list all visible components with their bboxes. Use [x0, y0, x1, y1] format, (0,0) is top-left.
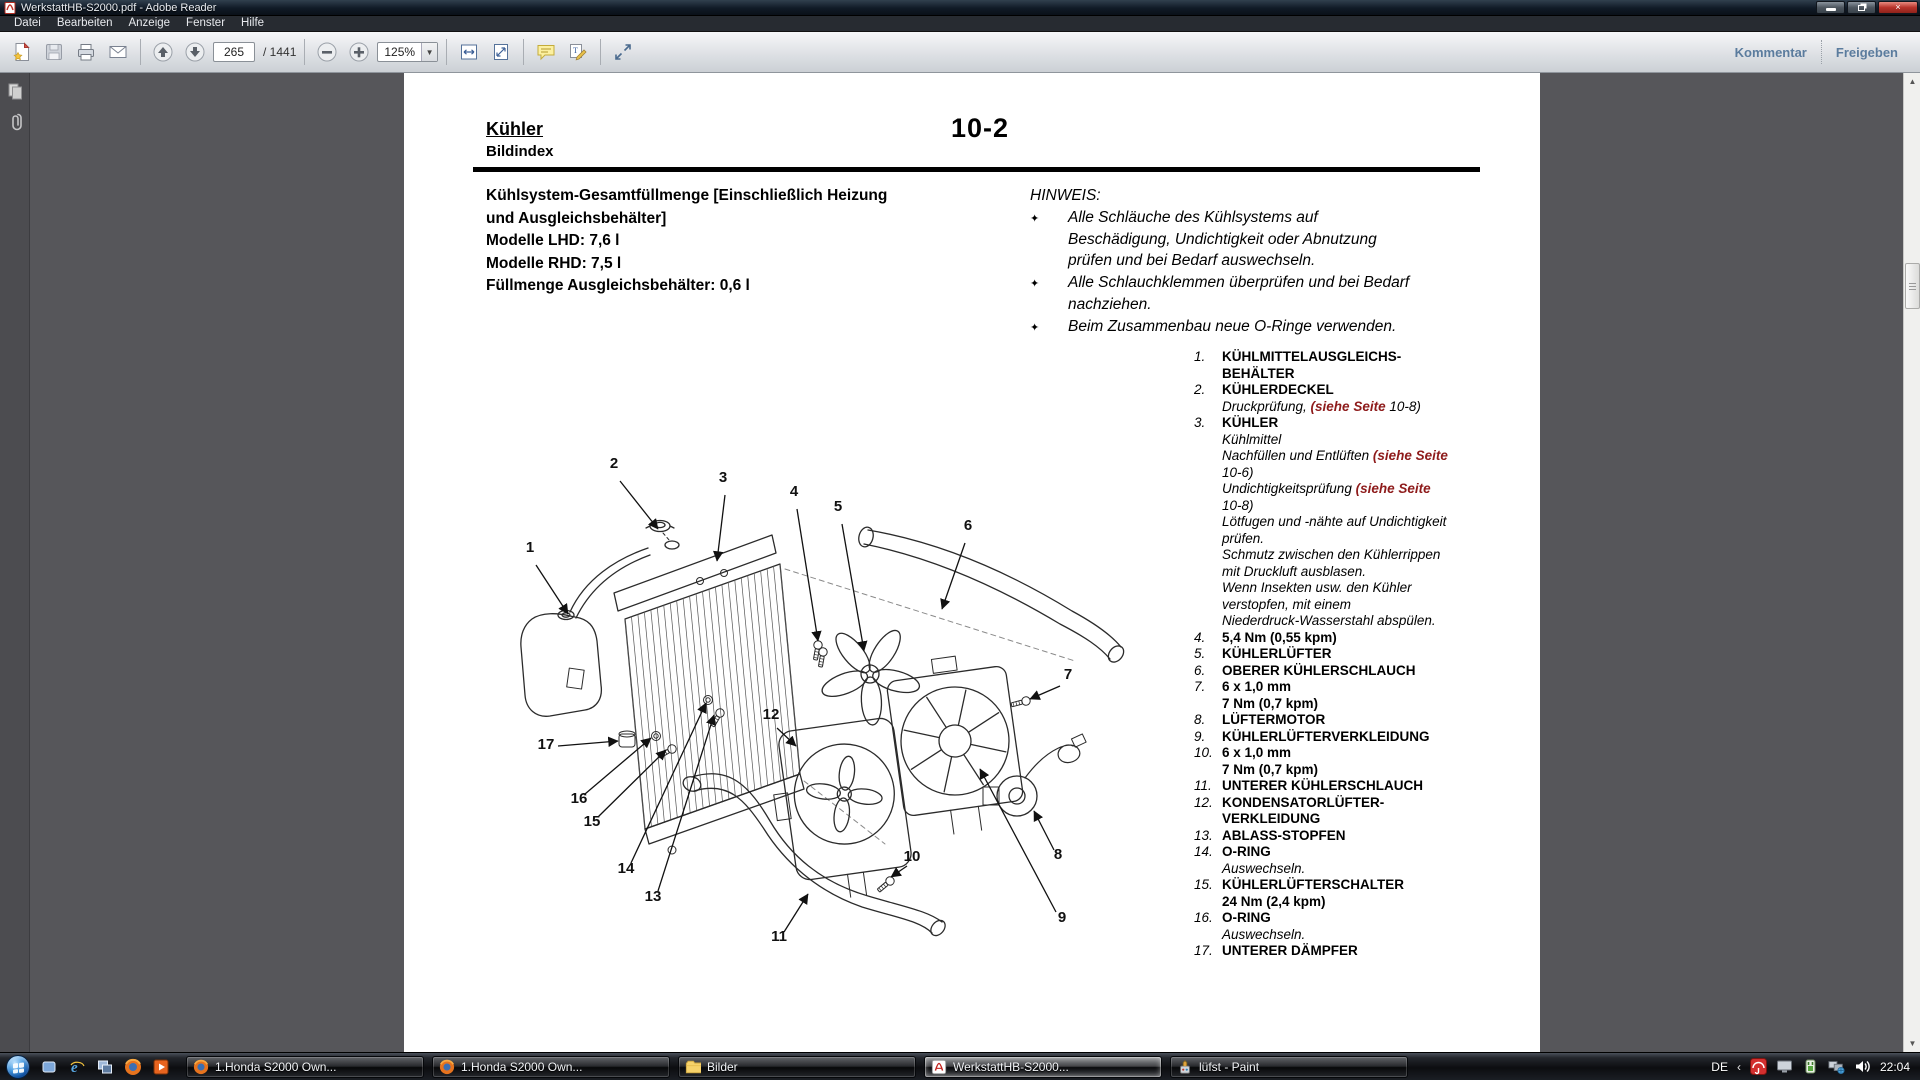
part-item [1194, 795, 1494, 828]
pages-icon [5, 81, 25, 101]
page-number-input[interactable] [213, 42, 255, 62]
part-line [1222, 894, 1494, 911]
part-line [1222, 481, 1494, 498]
quick-launch [38, 1056, 172, 1078]
part-item [1194, 778, 1494, 795]
open-file-icon [11, 41, 33, 63]
part-text-segment: KONDENSATORLÜFTER- [1222, 794, 1385, 810]
comment-bubble-icon [535, 41, 557, 63]
part-line [1222, 448, 1494, 465]
part-text-segment: Lötfugen und -nähte auf Undichtigkeit [1222, 514, 1447, 529]
spec-line: und Ausgleichsbehälter] [486, 209, 667, 227]
taskbar-button[interactable] [924, 1056, 1162, 1078]
scroll-down-arrow[interactable]: ▼ [1904, 1035, 1920, 1052]
part-line [1222, 564, 1494, 581]
display-settings-icon[interactable] [1776, 1058, 1793, 1075]
scrollbar-thumb[interactable] [1905, 263, 1920, 309]
title-bar [0, 0, 1920, 16]
part-line [1222, 498, 1494, 515]
part-text-segment: 6 x 1,0 mm [1222, 679, 1292, 694]
spec-line: Modelle RHD: 7,5 l [486, 254, 622, 272]
part-text-segment: 7 Nm (0,7 kpm) [1222, 695, 1319, 711]
zoom-out-icon [316, 41, 338, 63]
power-plug-icon[interactable] [1802, 1058, 1819, 1075]
radiator-exploded-diagram [420, 329, 1160, 1019]
coolant-spec-block [486, 185, 1006, 298]
part-text-segment: verstopfen, mit einem [1222, 596, 1352, 612]
toolbar [0, 32, 1920, 73]
save-button[interactable] [40, 39, 68, 65]
part-item [1194, 415, 1494, 630]
part-line [1222, 811, 1494, 828]
part-text-segment: UNTERER KÜHLERSCHLAUCH [1222, 778, 1423, 793]
part-number: 7. [1194, 679, 1206, 694]
media-player-button[interactable] [150, 1056, 172, 1078]
taskbar-button[interactable] [186, 1056, 424, 1078]
zoom-dropdown-arrow[interactable]: ▼ [421, 43, 437, 61]
part-text-segment: 10-6) [1222, 464, 1254, 480]
sign-button[interactable] [564, 39, 592, 65]
menu-item-hilfe[interactable]: Hilfe [241, 17, 265, 29]
part-number: 17. [1194, 943, 1213, 958]
part-text-segment: KÜHLMITTELAUSGLEICHS- [1222, 349, 1402, 364]
menu-bar [0, 16, 1920, 32]
part-line [1222, 399, 1494, 416]
part-number: 8. [1194, 712, 1206, 727]
internet-explorer-button[interactable] [66, 1056, 88, 1078]
part-item [1194, 877, 1494, 910]
hinweis-bullet [1030, 272, 1430, 316]
show-desktop-button[interactable] [38, 1056, 60, 1078]
fullscreen-arrows-icon [612, 41, 634, 63]
freigeben-button[interactable]: Freigeben [1835, 44, 1898, 60]
firefox-icon [439, 1059, 455, 1075]
part-text-segment: 24 Nm (2,4 kpm) [1222, 893, 1326, 909]
part-text-segment: 6 x 1,0 mm [1222, 745, 1292, 760]
taskbar-button-label: 1.Honda S2000 Own... [461, 1059, 583, 1074]
part-item [1194, 382, 1494, 415]
part-text-segment: Nachfüllen und Entlüften [1222, 448, 1373, 463]
part-line [1222, 630, 1494, 647]
part-item [1194, 679, 1494, 712]
part-text-segment: LÜFTERMOTOR [1222, 712, 1326, 727]
hinweis-title: HINWEIS: [1030, 187, 1101, 204]
callout-number-15: 15 [583, 813, 601, 830]
part-number: 2. [1194, 382, 1206, 397]
callout-number-10: 10 [903, 848, 921, 865]
part-line [1222, 877, 1494, 894]
menu-item-fenster[interactable]: Fenster [186, 17, 226, 29]
hinweis-bullet-text: Beim Zusammenbau neue O-Ringe verwenden. [1068, 317, 1397, 335]
tray-expand-chevron[interactable]: ‹ [1736, 1059, 1741, 1074]
language-indicator[interactable]: DE [1711, 1059, 1728, 1074]
fullscreen-button[interactable] [609, 39, 637, 65]
page-up-icon [152, 41, 174, 63]
minimize-button[interactable] [1816, 1, 1845, 14]
part-item [1194, 646, 1494, 663]
part-line [1222, 762, 1494, 779]
part-text-segment: Auswechseln. [1222, 860, 1306, 876]
task-buttons [186, 1056, 1408, 1078]
volume-icon[interactable] [1854, 1058, 1871, 1075]
hinweis-bullet-text: Alle Schläuche des Kühlsystems auf Beschädigung, Undichtigkeit oder Abnutzung prüfen und bei Bedarf auswechseln. [1068, 208, 1377, 270]
scroll-up-arrow[interactable]: ▲ [1904, 73, 1920, 90]
part-text-segment: BEHÄLTER [1222, 365, 1295, 381]
callout-number-1: 1 [525, 539, 535, 556]
open-file-button[interactable] [8, 39, 36, 65]
part-text-segment: KÜHLER [1222, 415, 1279, 430]
email-icon [107, 41, 129, 63]
part-line [1222, 828, 1494, 845]
callout-number-14: 14 [617, 860, 635, 877]
taskbar-button-label: lüfst - Paint [1199, 1059, 1260, 1074]
callout-number-17: 17 [537, 736, 555, 753]
spec-line: Füllmenge Ausgleichsbehälter: 0,6 l [486, 277, 750, 294]
part-line [1222, 366, 1494, 383]
menu-item-datei[interactable]: Datei [14, 17, 41, 29]
firefox-quicklaunch-button[interactable] [122, 1056, 144, 1078]
taskbar [0, 1052, 1920, 1080]
part-item [1194, 663, 1494, 680]
part-text-segment: mit Druckluft ausblasen. [1222, 563, 1367, 579]
part-number: 13. [1194, 827, 1213, 843]
fit-page-icon [490, 41, 512, 63]
sign-pen-icon [567, 41, 589, 63]
callout-number-7: 7 [1063, 666, 1073, 683]
part-line [1222, 861, 1494, 878]
part-number: 16. [1194, 910, 1213, 925]
part-line [1222, 745, 1494, 762]
save-icon [43, 41, 65, 63]
part-item [1194, 910, 1494, 943]
callout-number-11: 11 [771, 928, 787, 945]
part-text-segment: KÜHLERLÜFTER [1222, 646, 1332, 661]
part-text-segment: (siehe Seite [1372, 448, 1448, 463]
part-text-segment: KÜHLERDECKEL [1222, 382, 1334, 397]
part-text-segment: KÜHLERLÜFTERVERKLEIDUNG [1222, 728, 1430, 744]
callout-number-2: 2 [609, 455, 619, 472]
clock[interactable]: 22:04 [1879, 1059, 1910, 1074]
part-number: 5. [1194, 646, 1206, 661]
part-number: 14. [1194, 844, 1213, 859]
part-text-segment: 7 Nm (0,7 kpm) [1222, 761, 1319, 777]
part-text-segment: 10-8) [1222, 497, 1254, 513]
taskbar-button-label: 1.Honda S2000 Own... [215, 1059, 337, 1074]
part-number: 6. [1194, 662, 1206, 678]
heading-rule [473, 167, 1480, 172]
taskbar-button-label: WerkstattHB-S2000... [953, 1059, 1069, 1074]
part-line [1222, 613, 1494, 630]
part-text-segment: ABLASS-STOPFEN [1222, 827, 1346, 843]
part-text-segment: prüfen. [1222, 530, 1265, 546]
start-button[interactable] [6, 1055, 30, 1079]
part-text-segment: OBERER KÜHLERSCHLAUCH [1222, 662, 1416, 678]
part-text-segment: Auswechseln. [1222, 926, 1306, 942]
bullet-diamond-icon: ✦ [1030, 278, 1040, 291]
part-number: 11. [1194, 778, 1212, 793]
part-line [1222, 382, 1494, 399]
part-item [1194, 729, 1494, 746]
page-code: 10-2 [951, 113, 1010, 143]
bullet-diamond-icon: ✦ [1030, 321, 1040, 334]
zoom-out-button[interactable] [313, 39, 341, 65]
part-number: 1. [1194, 349, 1206, 364]
page-down-icon [184, 41, 206, 63]
part-text-segment: Undichtigkeitsprüfung [1222, 481, 1356, 496]
part-line [1222, 778, 1494, 795]
part-text-segment: KÜHLERLÜFTERSCHALTER [1222, 877, 1404, 892]
part-line [1222, 415, 1494, 432]
print-button[interactable] [72, 39, 100, 65]
zoom-level-select[interactable] [377, 42, 438, 62]
fit-width-icon [458, 41, 480, 63]
zoom-level-value: 125% [384, 45, 416, 59]
part-item [1194, 828, 1494, 845]
part-line [1222, 844, 1494, 861]
part-item [1194, 844, 1494, 877]
part-text-segment: (siehe Seite [1310, 398, 1386, 414]
part-text-segment: VERKLEIDUNG [1222, 811, 1321, 826]
fit-width-button[interactable] [455, 39, 483, 65]
attachments-button[interactable] [3, 109, 27, 133]
spec-line: Modelle LHD: 7,6 l [486, 232, 620, 249]
bullet-diamond-icon: ✦ [1030, 212, 1040, 225]
part-text-segment: (siehe Seite [1355, 481, 1431, 496]
close-button[interactable]: × [1878, 1, 1918, 14]
page-thumbnails-button[interactable] [3, 79, 27, 103]
part-number: 15. [1194, 877, 1213, 892]
part-text-segment: Schmutz zwischen den Kühlerrippen [1222, 547, 1441, 562]
part-text-segment: O-RING [1222, 844, 1271, 859]
part-text-segment: 10-8) [1385, 398, 1421, 414]
part-line [1222, 663, 1494, 680]
fit-page-button[interactable] [487, 39, 515, 65]
section-subtitle: Bildindex [486, 143, 554, 160]
avira-antivirus-icon[interactable] [1750, 1058, 1767, 1075]
part-item [1194, 349, 1494, 382]
part-line [1222, 729, 1494, 746]
part-line [1222, 547, 1494, 564]
previous-page-button[interactable] [149, 39, 177, 65]
part-text-segment: Druckprüfung, [1222, 398, 1311, 414]
zoom-in-icon [348, 41, 370, 63]
part-line [1222, 910, 1494, 927]
kommentar-button[interactable]: Kommentar [1734, 44, 1807, 60]
part-line [1222, 465, 1494, 482]
hinweis-block [1030, 185, 1430, 340]
part-line [1222, 712, 1494, 729]
callout-number-16: 16 [570, 790, 588, 807]
part-line [1222, 432, 1494, 449]
part-line [1222, 943, 1494, 960]
part-number: 10. [1194, 745, 1213, 760]
paperclip-icon [5, 111, 25, 131]
part-line [1222, 580, 1494, 597]
part-number: 3. [1194, 415, 1206, 430]
workspace [0, 73, 1920, 1052]
system-tray [1711, 1058, 1920, 1075]
callout-number-3: 3 [718, 469, 728, 486]
paint-icon [1177, 1059, 1193, 1075]
pdf-app-icon [4, 2, 16, 14]
part-line [1222, 514, 1494, 531]
print-icon [75, 41, 97, 63]
part-number: 4. [1194, 629, 1206, 645]
callout-number-4: 4 [789, 483, 799, 500]
spec-line: Kühlsystem-Gesamtfüllmenge [Einschließlich Heizung [486, 187, 888, 204]
menu-item-anzeige[interactable]: Anzeige [128, 17, 171, 29]
part-line [1222, 679, 1494, 696]
callout-number-6: 6 [963, 517, 973, 534]
window-title: WerkstattHB-S2000.pdf - Adobe Reader [21, 1, 217, 14]
part-line [1222, 597, 1494, 614]
part-item [1194, 712, 1494, 729]
part-line [1222, 349, 1494, 366]
part-line [1222, 531, 1494, 548]
acrobat-icon [931, 1059, 947, 1075]
part-text-segment: 5,4 Nm (0,55 kpm) [1222, 629, 1337, 645]
part-text-segment: O-RING [1222, 910, 1271, 925]
callout-number-13: 13 [644, 888, 662, 905]
comment-button[interactable] [532, 39, 560, 65]
part-number: 9. [1194, 728, 1206, 744]
restore-button[interactable] [1847, 1, 1876, 14]
taskbar-button-label: Bilder [707, 1059, 738, 1074]
page-total-label: / 1441 [263, 45, 297, 59]
pdf-page [404, 73, 1540, 1052]
part-text-segment: Kühlmittel [1222, 431, 1282, 447]
part-line [1222, 795, 1494, 812]
vertical-scrollbar[interactable] [1903, 73, 1920, 1052]
zoom-in-button[interactable] [345, 39, 373, 65]
callout-number-12: 12 [762, 706, 780, 723]
folder-icon [685, 1059, 701, 1075]
hinweis-bullet-text: Alle Schlauchklemmen überprüfen und bei Bedarf nachziehen. [1068, 274, 1410, 313]
callout-number-9: 9 [1057, 909, 1067, 926]
part-text-segment: Wenn Insekten usw. den Kühler [1222, 580, 1412, 595]
firefox-icon [193, 1059, 209, 1075]
network-icon[interactable] [1828, 1058, 1845, 1075]
callout-number-5: 5 [833, 498, 843, 515]
part-number: 12. [1194, 794, 1213, 810]
hinweis-bullet [1030, 207, 1430, 272]
part-item [1194, 943, 1494, 960]
taskbar-button[interactable] [1170, 1056, 1408, 1078]
section-title: Kühler [486, 119, 544, 139]
callout-number-8: 8 [1053, 846, 1063, 863]
part-item [1194, 630, 1494, 647]
part-line [1222, 927, 1494, 944]
window-switcher-button[interactable] [94, 1056, 116, 1078]
next-page-button[interactable] [181, 39, 209, 65]
windows-logo-icon [13, 1062, 24, 1073]
svg-text:e: e [71, 1059, 78, 1076]
navigation-rail [0, 73, 30, 1052]
part-text-segment: UNTERER DÄMPFER [1222, 943, 1358, 958]
part-line [1222, 646, 1494, 663]
menu-item-bearbeiten[interactable]: Bearbeiten [56, 17, 113, 29]
email-button[interactable] [104, 39, 132, 65]
svg-text:T: T [573, 46, 578, 55]
part-line [1222, 696, 1494, 713]
taskbar-button[interactable] [678, 1056, 916, 1078]
part-item [1194, 745, 1494, 778]
part-text-segment: Niederdruck-Wasserstahl abspülen. [1222, 613, 1436, 628]
parts-list [1194, 349, 1494, 960]
taskbar-button[interactable] [432, 1056, 670, 1078]
